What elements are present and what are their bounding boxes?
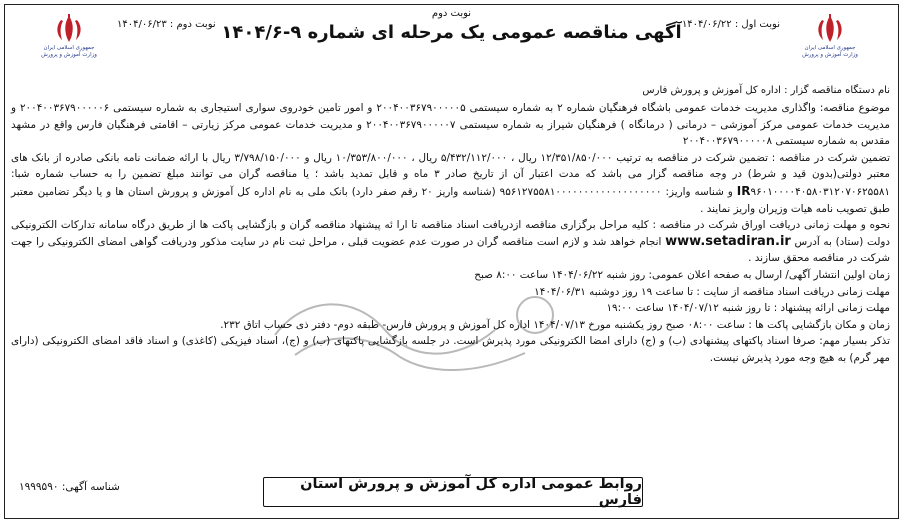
tender-notice — [4, 4, 899, 519]
document-procedure-text-2: انجام خواهد شد و لازم است مناقصه گران در صورت عدم عضویت قبلی ، مراحل ثبت نام در سایت مذکور ودریافت گواهی امضای الکترونیکی را جهت شرکت در مناقصه محقق سازند . — [11, 235, 890, 265]
bid-guarantee — [11, 150, 890, 217]
bid-deadline: مهلت زمانی ارائه پیشنهاد : تا روز شنبه ۱۴۰۴/۰۷/۱۲ ساعت ۱۹:۰۰ — [606, 302, 890, 315]
page-title: آگهی مناقصه عمومی یک مرحله ای شماره ۹-۱۴۰۴/۶ — [221, 22, 682, 43]
organizer-name: نام دستگاه مناقصه گزار : اداره کل آموزش و پرورش فارس — [642, 85, 890, 96]
setad-website-link[interactable]: www.setadiran.ir — [665, 233, 791, 249]
document-procedure — [11, 217, 890, 267]
first-publication-date: نوبت اول : ۱۴۰۴/۰۶/۲۲ — [681, 19, 780, 30]
publisher-banner — [263, 477, 643, 507]
document-deadline: مهلت زمانی دریافت اسناد مناقصه از سایت : تا ساعت ۱۹ روز دوشنبه ۱۴۰۴/۰۶/۳۱ — [534, 285, 890, 298]
bid-guarantee-text: تضمین شرکت در مناقصه : تضمین شرکت در مناقصه به ترتیب ۱۲/۳۵۱/۸۵۰/۰۰۰ ریال ، ۵/۴۳۲/۱۱۲/۰۰۰ ریال ، ۱۰/۳۵۳/۸۰۰/۰۰۰ ریال و ۳/۷۹۸/۱۵۰/۰۰۰ ریال با ارائه ضمانت نامه بانکی صادره از بانک های معتبر دولتی(بدون قید و شرط) در وجه مناقصه گزار می باشد که مدت اعتبار آن از تاریخ صادر ۳ ماه و قابل تمدید باشد ؛ یا مناقصه گران می توانند مبلغ تضمین را به حساب شماره شبا: — [11, 151, 891, 181]
first-publication-time: زمان اولین انتشار آگهی/ ارسال به صفحه اعلان عمومی: روز شنبه ۱۴۰۴/۰۶/۲۲ ساعت ۸:۰۰ صبح — [474, 268, 890, 281]
document-procedure-text: نحوه و مهلت زمانی دریافت اوراق شرکت در مناقصه : کلیه مراحل برگزاری مناقصه ازدریافت اسناد مناقصه تا ارا ئه پیشنهاد مناقصه گران و بازگشایی پاکت ها از طریق درگاه سامانه تدارکات الکترونیکی دولت (ستاد) به آدرس — [11, 219, 891, 248]
publisher-name: روابط عمومی اداره کل آموزش و پرورش استان فارس — [300, 476, 642, 508]
opening-time-place: زمان و مکان بازگشایی پاکت ها : ساعت ۰۸:۰۰ صبح روز یکشنبه مورخ ۱۴۰۴/۰۷/۱۳ اداره کل آموزش و پرورش فارس- طبقه دوم- دفتر ذی حساب اتاق ۲۳۲. — [220, 318, 890, 331]
emblem-caption-1: جمهوری اسلامی ایران — [804, 45, 856, 51]
notice-body — [11, 100, 890, 367]
iban-prefix: IR — [736, 183, 751, 198]
tender-subject: موضوع مناقصه: واگذاری مدیریت خدمات عمومی باشگاه فرهنگیان شماره ۲ به شماره سیستمی ۲۰۰۴۰۰۳۶۷۹۰۰۰۰۰۵ و امور تامین خودروی سواری استیجاری به شماره سیستمی ۲۰۰۴۰۰۳۶۷۹۰۰۰۰۰۶ و مدیریت خدمات عمومی مرکز آموزشی – درمانی ( درمانگاه ) فرهنگیان شیراز به شماره سیستمی ۲۰۰۴۰۰۳۶۷۹۰۰۰۰۰۷ و مدیریت خدمات عمومی مرکز زیارتی – اقامتی فرهنگیان فارس واقع در مشهد مقدس به شماره سیستمی ۲۰۰۴۰۰۳۶۷۹۰۰۰۰۰۸ — [11, 102, 890, 148]
bid-guarantee-text-2: ۹۶۰۱۰۰۰۰۴۰۵۸۰۳۱۲۰۷۰۶۲۵۵۸۱ و شناسه واریز: ۹۵۶۱۲۷۵۵۸۱۰۰۰۰۰۰۰۰۰۰۰۰۰۰۰۰۰۰۰ (شناسه واریز ۲۰ رقم صفر دارد) بانک ملی به نام اداره کل آموزش و پرورش استان ها و یا دیگر تضامین معتبر طبق تصویب نامه هیات وزیران واریز نمایند . — [11, 185, 891, 215]
second-turn-label: نوبت دوم — [431, 8, 472, 19]
emblem-caption-2: وزارت آموزش و پرورش — [802, 52, 858, 58]
emblem-caption-2: وزارت آموزش و پرورش — [41, 52, 97, 58]
emblem-caption-1: جمهوری اسلامی ایران — [43, 45, 95, 51]
important-note: تذکر بسیار مهم: صرفا اسناد پاکتهای پیشنهادی (ب) و (ج) دارای امضا الکترونیکی مورد پذیرش است. در جلسه بازگشایی پاکتهای (ب) و (ج)، اسناد فیزیکی (کاغذی) و اسناد فاقد امضای الکترونیکی (دارای مهر گرم) به هیچ وجه مورد پذیرش نیست. — [11, 335, 890, 364]
ad-identifier: شناسه آگهی: ۱۹۹۹۵۹۰ — [19, 481, 120, 493]
second-publication-date: نوبت دوم : ۱۴۰۴/۰۶/۲۳ — [117, 19, 216, 30]
